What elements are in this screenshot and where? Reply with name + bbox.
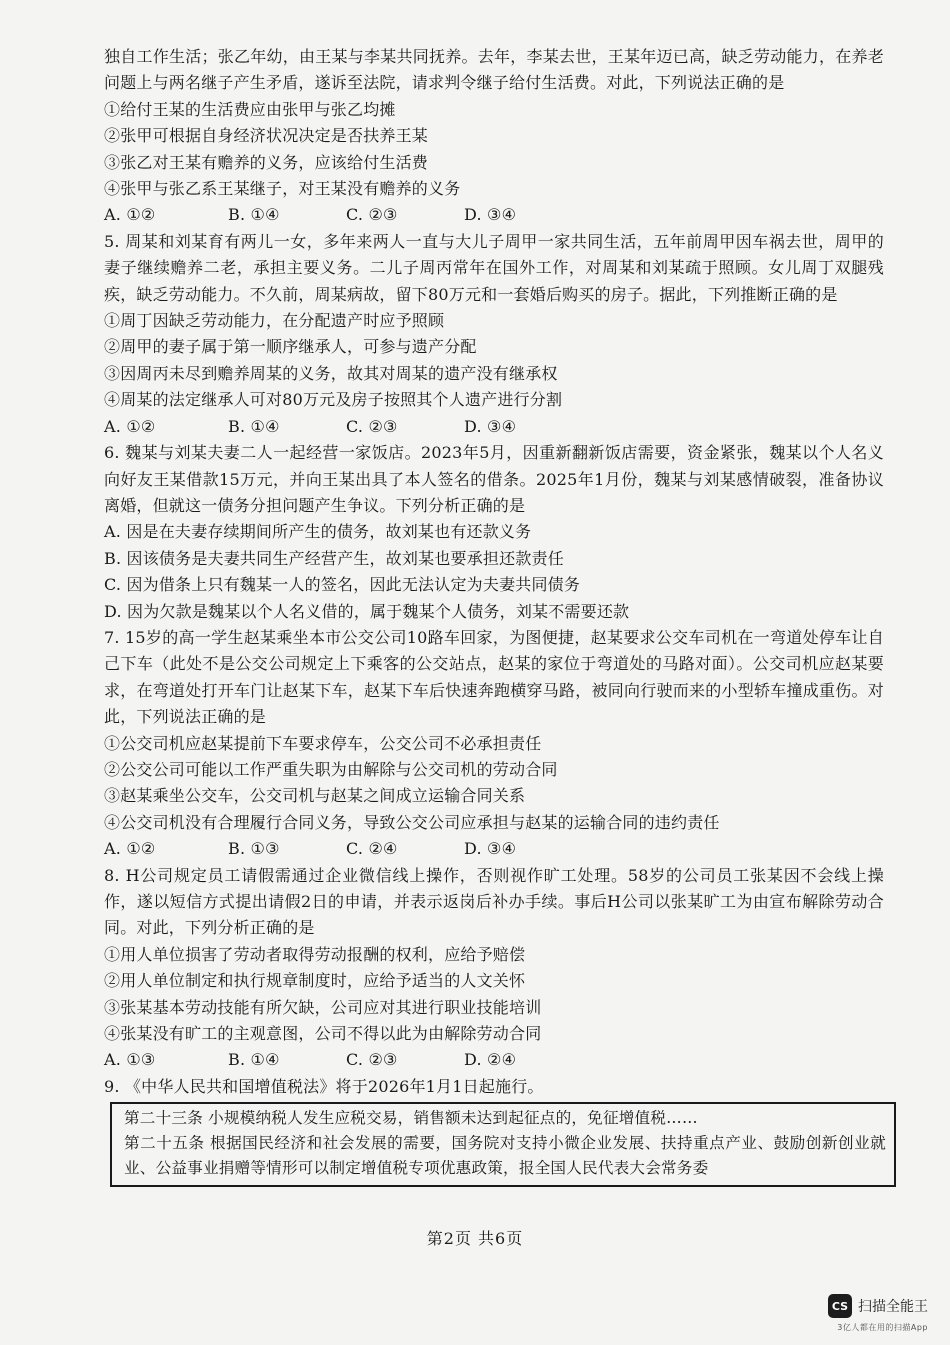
q8-option-2: ②用人单位制定和执行规章制度时，应给予适当的人文关怀 xyxy=(104,971,526,991)
q7-option-1: ①公交司机应赵某提前下车要求停车，公交公司不必承担责任 xyxy=(104,733,542,753)
law-article-23: 第二十三条 小规模纳税人发生应税交易，销售额未达到起征点的，免征增值税…… xyxy=(124,1109,698,1128)
q6-option-c: C. 因为借条上只有魏某一人的签名，因此无法认定为夫妻共同债务 xyxy=(104,575,581,595)
q5-option-4: ④周某的法定继承人可对80万元及房子按照其个人遗产进行分割 xyxy=(104,390,563,410)
question-7-stem: 7. 15岁的高一学生赵某乘坐本市公交公司10路车回家，为图便捷，赵某要求公交车司机在一弯道处停车让自己下车（此处不是公交公司规定上下乘客的公交站点，赵某的家位于弯道处的马路对面）。公交司机应赵某要求，在弯道处打开车门让赵某下车，赵某下车后快速奔跑横穿马路，被同向行驶而来的小型轿车撞成重伤。对此，下列说法正确的是 xyxy=(104,627,884,727)
q7-option-3: ③赵某乘坐公交车，公交司机与赵某之间成立运输合同关系 xyxy=(104,786,526,806)
page-content xyxy=(104,44,884,1187)
law-article-25: 第二十五条 根据国民经济和社会发展的需要，国务院对支持小微企业发展、扶持重点产业、鼓励创新创业就业、公益事业捐赠等情形可以制定增值税专项优惠政策，报全国人民代表大会常务委 xyxy=(124,1134,886,1178)
q8-choice-a: A. ①③ xyxy=(104,1050,156,1070)
question-5-stem: 5. 周某和刘某育有两儿一女，多年来两人一直与大儿子周甲一家共同生活，五年前周甲因车祸去世，周甲的妻子继续赡养二老，承担主要义务。二儿子周丙常年在国外工作，对周某和刘某疏于照顾。女儿周丁双腿残疾，缺乏劳动能力。不久前，周某病故，留下80万元和一套婚后购买的房子。据此，下列推断正确的是 xyxy=(104,231,884,304)
camscanner-logo-icon: CS xyxy=(828,1294,852,1318)
question-9 xyxy=(104,1074,884,1187)
page-number: 第2页 共6页 xyxy=(426,1229,524,1248)
q4-choice-c: C. ②③ xyxy=(346,205,398,225)
q4-choice-a: A. ①② xyxy=(104,205,156,225)
q7-option-2: ②公交公司可能以工作严重失职为由解除与公交司机的劳动合同 xyxy=(104,759,558,779)
question-6 xyxy=(104,440,884,625)
question-4 xyxy=(104,44,884,229)
question-4-stem: 独自工作生活；张乙年幼，由王某与李某共同抚养。去年，李某去世，王某年迈已高，缺乏劳动能力，在养老问题上与两名继子产生矛盾，遂诉至法院，请求判令继子给付生活费。对此，下列说法正确的是 xyxy=(104,47,884,93)
q7-choice-a: A. ①② xyxy=(104,839,156,859)
q8-choices xyxy=(104,1047,884,1073)
q8-option-3: ③张某基本劳动技能有所欠缺，公司应对其进行职业技能培训 xyxy=(104,997,542,1017)
q6-option-a: A. 因是在夫妻存续期间所产生的债务，故刘某也有还款义务 xyxy=(104,522,532,542)
question-5 xyxy=(104,229,884,440)
watermark-tagline: 3亿人都在用的扫描App xyxy=(837,1323,928,1332)
q5-choice-b: B. ①④ xyxy=(228,416,280,436)
q8-choice-b: B. ①④ xyxy=(228,1050,280,1070)
q5-option-1: ①周丁因缺乏劳动能力，在分配遗产时应予照顾 xyxy=(104,311,445,331)
q7-choices xyxy=(104,836,884,862)
q5-choice-c: C. ②③ xyxy=(346,416,398,436)
scanner-watermark xyxy=(828,1294,928,1318)
q6-option-d: D. 因为欠款是魏某以个人名义借的，属于魏某个人债务，刘某不需要还款 xyxy=(104,601,630,621)
q7-choice-d: D. ③④ xyxy=(464,839,517,859)
q7-choice-b: B. ①③ xyxy=(228,839,280,859)
q8-option-1: ①用人单位损害了劳动者取得劳动报酬的权利，应给予赔偿 xyxy=(104,944,526,964)
q7-option-4: ④公交司机没有合理履行合同义务，导致公交公司应承担与赵某的运输合同的违约责任 xyxy=(104,812,720,832)
q4-option-4: ④张甲与张乙系王某继子，对王某没有赡养的义务 xyxy=(104,179,461,199)
q4-choices xyxy=(104,202,884,228)
question-6-stem: 6. 魏某与刘某夫妻二人一起经营一家饭店。2023年5月，因重新翻新饭店需要，资金紧张，魏某以个人名义向好友王某借款15万元，并向王某出具了本人签名的借条。2025年1月份，魏某与刘某感情破裂，准备协议离婚，但就这一债务分担问题产生争议。下列分析正确的是 xyxy=(104,443,884,515)
q6-option-b: B. 因该债务是夫妻共同生产经营产生，故刘某也要承担还款责任 xyxy=(104,548,564,568)
q4-option-2: ②张甲可根据自身经济状况决定是否扶养王某 xyxy=(104,126,429,146)
q8-choice-c: C. ②③ xyxy=(346,1050,398,1070)
q5-choice-d: D. ③④ xyxy=(464,416,517,436)
q5-option-3: ③因周丙未尽到赡养周某的义务，故其对周某的遗产没有继承权 xyxy=(104,363,558,383)
q4-option-3: ③张乙对王某有赡养的义务，应该给付生活费 xyxy=(104,152,429,172)
question-8-stem: 8. H公司规定员工请假需通过企业微信线上操作，否则视作旷工处理。58岁的公司员工张某因不会线上操作，遂以短信方式提出请假2日的申请，并表示返岗后补办手续。事后H公司以张某旷工为由宣布解除劳动合同。对此，下列分析正确的是 xyxy=(104,865,884,938)
q4-choice-d: D. ③④ xyxy=(464,205,517,225)
question-7 xyxy=(104,625,884,863)
watermark-name: 扫描全能王 xyxy=(858,1299,928,1315)
q5-option-2: ②周甲的妻子属于第一顺序继承人，可参与遗产分配 xyxy=(104,337,477,357)
question-9-stem: 9. 《中华人民共和国增值税法》将于2026年1月1日起施行。 xyxy=(104,1076,544,1096)
q5-choice-a: A. ①② xyxy=(104,416,156,436)
question-8 xyxy=(104,863,884,1074)
law-excerpt-box xyxy=(110,1102,896,1187)
q8-option-4: ④张某没有旷工的主观意图，公司不得以此为由解除劳动合同 xyxy=(104,1024,542,1044)
q7-choice-c: C. ②④ xyxy=(346,839,398,859)
q4-option-1: ①给付王某的生活费应由张甲与张乙均摊 xyxy=(104,99,396,119)
q8-choice-d: D. ②④ xyxy=(464,1050,517,1070)
q5-choices xyxy=(104,414,884,440)
q4-choice-b: B. ①④ xyxy=(228,205,280,225)
